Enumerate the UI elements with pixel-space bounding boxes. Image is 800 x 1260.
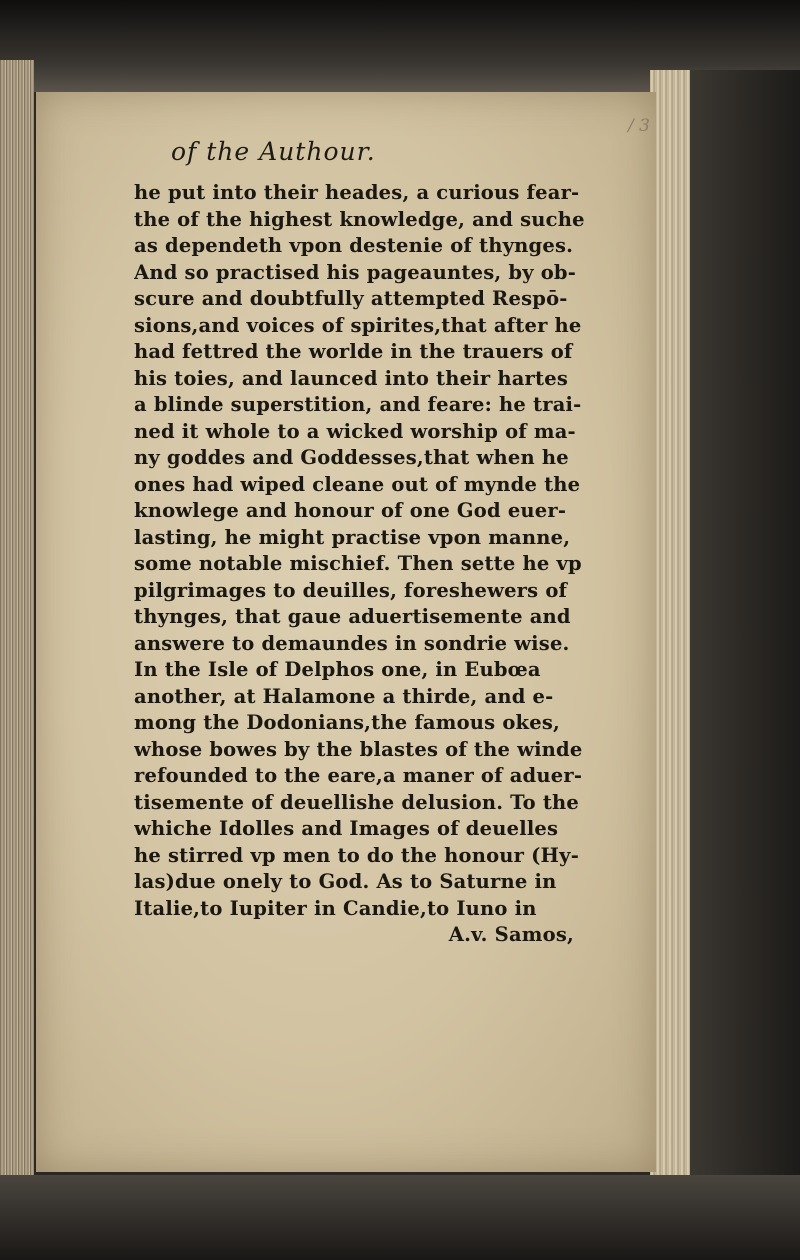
- text-line: refounded to the eare,a maner of aduer-: [134, 764, 583, 787]
- text-line: thynges, that gaue aduertisemente and: [134, 605, 571, 628]
- text-line: And so practised his pageauntes, by ob-: [134, 260, 577, 284]
- text-line: as dependeth vpon destenie of thynges.: [134, 234, 574, 257]
- text-line: he put into their heades, a curious fear-: [134, 181, 580, 204]
- right-page-edges: [650, 70, 690, 1180]
- scan-background-right: [690, 70, 800, 1190]
- scan-background-bottom: [0, 1175, 800, 1260]
- text-line: he stirred vp men to do the honour (Hy-: [134, 843, 579, 867]
- catchword: A.v. Samos,: [448, 923, 574, 946]
- text-line: whiche Idolles and Images of deuelles: [134, 817, 559, 840]
- running-head: of the Authour.: [171, 137, 376, 166]
- text-line: las)due onely to God. As to Saturne in: [134, 870, 557, 893]
- text-line: scure and doubtfully attempted Respō-: [134, 287, 568, 310]
- text-line: answere to demaundes in sondrie wise.: [134, 631, 570, 655]
- text-line: a blinde superstition, and feare: he trai-: [134, 393, 582, 416]
- book-page: [36, 92, 656, 1172]
- text-line: pilgrimages to deuilles, foreshewers of: [134, 578, 568, 602]
- text-line: had fettred the worlde in the trauers of: [134, 340, 573, 363]
- left-page-edges: [0, 60, 34, 1185]
- text-line: his toies, and launced into their hartes: [134, 366, 569, 390]
- text-line: whose bowes by the blastes of the winde: [134, 737, 583, 761]
- text-line: ny goddes and Goddesses,that when he: [134, 446, 569, 469]
- text-line: tisemente of deuellishe delusion. To the: [134, 790, 580, 814]
- text-line: lasting, he might practise vpon manne,: [134, 525, 571, 549]
- text-line: another, at Halamone a thirde, and e-: [134, 684, 554, 708]
- text-line: some notable mischief. Then sette he vp: [134, 552, 582, 575]
- page-number: / 3: [628, 116, 650, 136]
- text-line: knowlege and honour of one God euer-: [134, 499, 567, 522]
- text-line: mong the Dodonians,the famous okes,: [134, 711, 561, 734]
- text-line: sions,and voices of spirites,that after he: [134, 313, 582, 337]
- text-line: Italie,to Iupiter in Candie,to Iuno in: [134, 896, 537, 920]
- text-line: the of the highest knowledge, and suche: [134, 207, 585, 231]
- body-text: [134, 180, 604, 949]
- text-line: In the Isle of Delphos one, in Eubœa: [134, 658, 541, 681]
- text-line: ones had wiped cleane out of mynde the: [134, 472, 581, 496]
- text-line: ned it whole to a wicked worship of ma-: [134, 419, 576, 443]
